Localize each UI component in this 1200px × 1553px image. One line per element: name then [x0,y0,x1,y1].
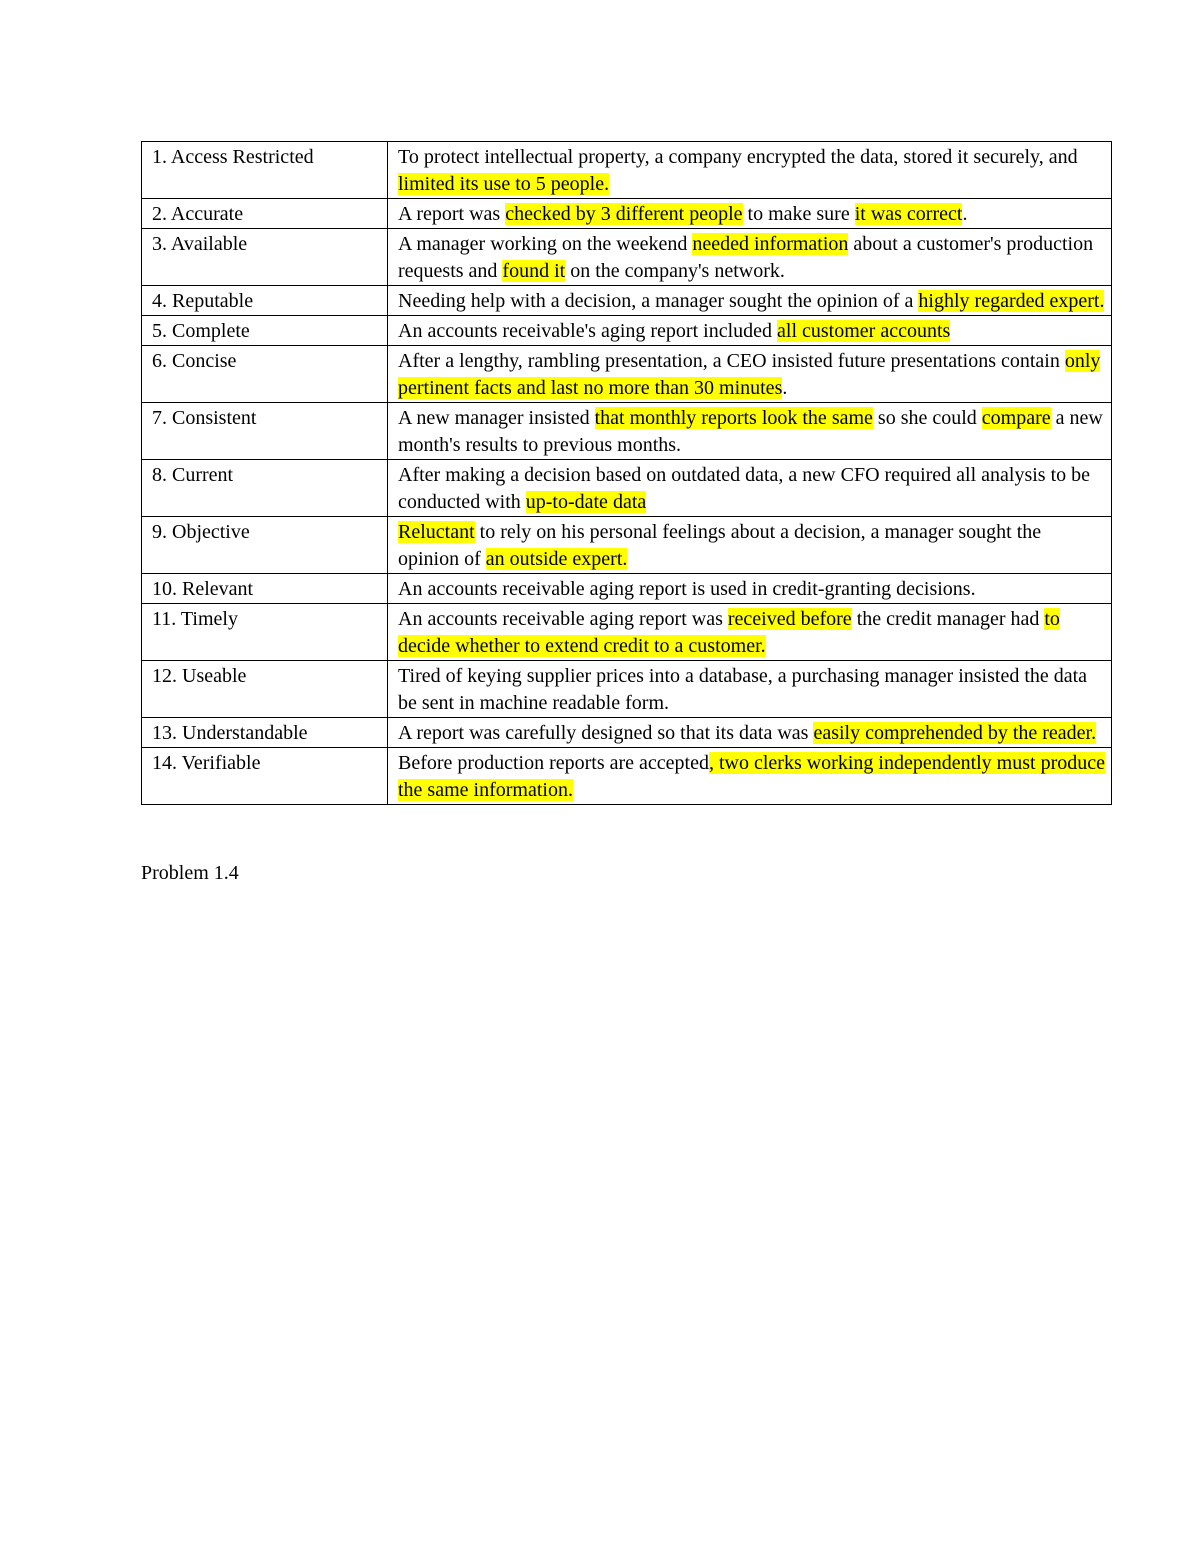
quality-term-cell: 2. Accurate [142,199,388,229]
quality-term-cell: 5. Complete [142,316,388,346]
table-row [142,142,1112,199]
description-text: An accounts receivable aging report was [398,608,728,630]
table-row [142,748,1112,805]
description-text: A report was carefully designed so that its data was [398,722,814,744]
description-text: After making a decision based on outdated data, a new CFO required all analysis to be conducted with [398,464,1091,513]
table-row [142,718,1112,748]
quality-term-cell: 14. Verifiable [142,748,388,805]
description-text: To protect intellectual property, a company encrypted the data, stored it securely, and [398,146,1078,168]
quality-term-cell: 11. Timely [142,604,388,661]
description-text: Tired of keying supplier prices into a database, a purchasing manager insisted the data be sent in machine readable form. [398,665,1088,714]
quality-term-cell: 1. Access Restricted [142,142,388,199]
description-text: so she could [872,407,982,429]
description-text: . [962,203,968,225]
description-text: to make sure [742,203,855,225]
description-text: Before production reports are accepted [398,752,709,774]
example-description-cell [388,574,1112,604]
highlighted-text: checked by 3 different people [505,203,743,225]
example-description-cell [388,346,1112,403]
highlighted-text: , two clerks working independently must produce the same information. [398,752,1105,801]
table-row [142,199,1112,229]
highlighted-text: up-to-date data [525,491,647,513]
description-text: the credit manager had [851,608,1045,630]
description-text: to rely on his personal feelings about a decision, a manager sought the opinion of [398,521,1042,570]
highlighted-text: Reluctant [398,521,475,543]
example-description-cell [388,460,1112,517]
highlighted-text: an outside expert. [485,548,628,570]
example-description-cell [388,718,1112,748]
quality-term-cell: 7. Consistent [142,403,388,460]
problem-caption: Problem 1.4 [141,862,239,884]
description-text: . [782,377,788,399]
description-text: A manager working on the weekend [398,233,693,255]
example-description-cell [388,286,1112,316]
example-description-cell [388,517,1112,574]
description-text: A new manager insisted [398,407,595,429]
quality-term-cell: 13. Understandable [142,718,388,748]
table-row [142,574,1112,604]
quality-term-cell: 6. Concise [142,346,388,403]
example-description-cell [388,661,1112,718]
table-row [142,460,1112,517]
highlighted-text: only pertinent facts and last no more than 30 minutes [398,350,1101,399]
highlighted-text: it was correct [854,203,963,225]
example-description-cell [388,199,1112,229]
information-qualities-table [141,141,1112,805]
example-description-cell [388,229,1112,286]
highlighted-text: received before [727,608,852,630]
description-text: An accounts receivable's aging report included [398,320,778,342]
quality-term-cell: 9. Objective [142,517,388,574]
example-description-cell [388,142,1112,199]
quality-term-cell: 12. Useable [142,661,388,718]
table-body [142,142,1112,805]
example-description-cell [388,316,1112,346]
table-row [142,229,1112,286]
highlighted-text: to decide whether to extend credit to a customer. [398,608,1060,657]
description-text: Needing help with a decision, a manager sought the opinion of a [398,290,919,312]
table-row [142,346,1112,403]
table-row [142,604,1112,661]
example-description-cell [388,403,1112,460]
example-description-cell [388,604,1112,661]
highlighted-text: needed information [692,233,849,255]
description-text: A report was [398,203,506,225]
example-description-cell [388,748,1112,805]
highlighted-text: compare [981,407,1051,429]
highlighted-text: limited its use to 5 people. [398,173,610,195]
description-text: about a customer's production requests and [398,233,1094,282]
description-text: An accounts receivable aging report is used in credit-granting decisions. [398,578,976,600]
table-row [142,517,1112,574]
quality-term-cell: 8. Current [142,460,388,517]
description-text: After a lengthy, rambling presentation, a CEO insisted future presentations contain [398,350,1065,372]
table-row [142,661,1112,718]
quality-term-cell: 4. Reputable [142,286,388,316]
highlighted-text: that monthly reports look the same [594,407,873,429]
description-text: on the company's network. [565,260,785,282]
table-row [142,403,1112,460]
highlighted-text: found it [502,260,566,282]
highlighted-text: all customer accounts [777,320,951,342]
highlighted-text: easily comprehended by the reader. [813,722,1097,744]
quality-term-cell: 3. Available [142,229,388,286]
table-row [142,316,1112,346]
quality-term-cell: 10. Relevant [142,574,388,604]
description-text: a new month's results to previous months. [398,407,1103,456]
table-row [142,286,1112,316]
highlighted-text: highly regarded expert. [918,290,1105,312]
